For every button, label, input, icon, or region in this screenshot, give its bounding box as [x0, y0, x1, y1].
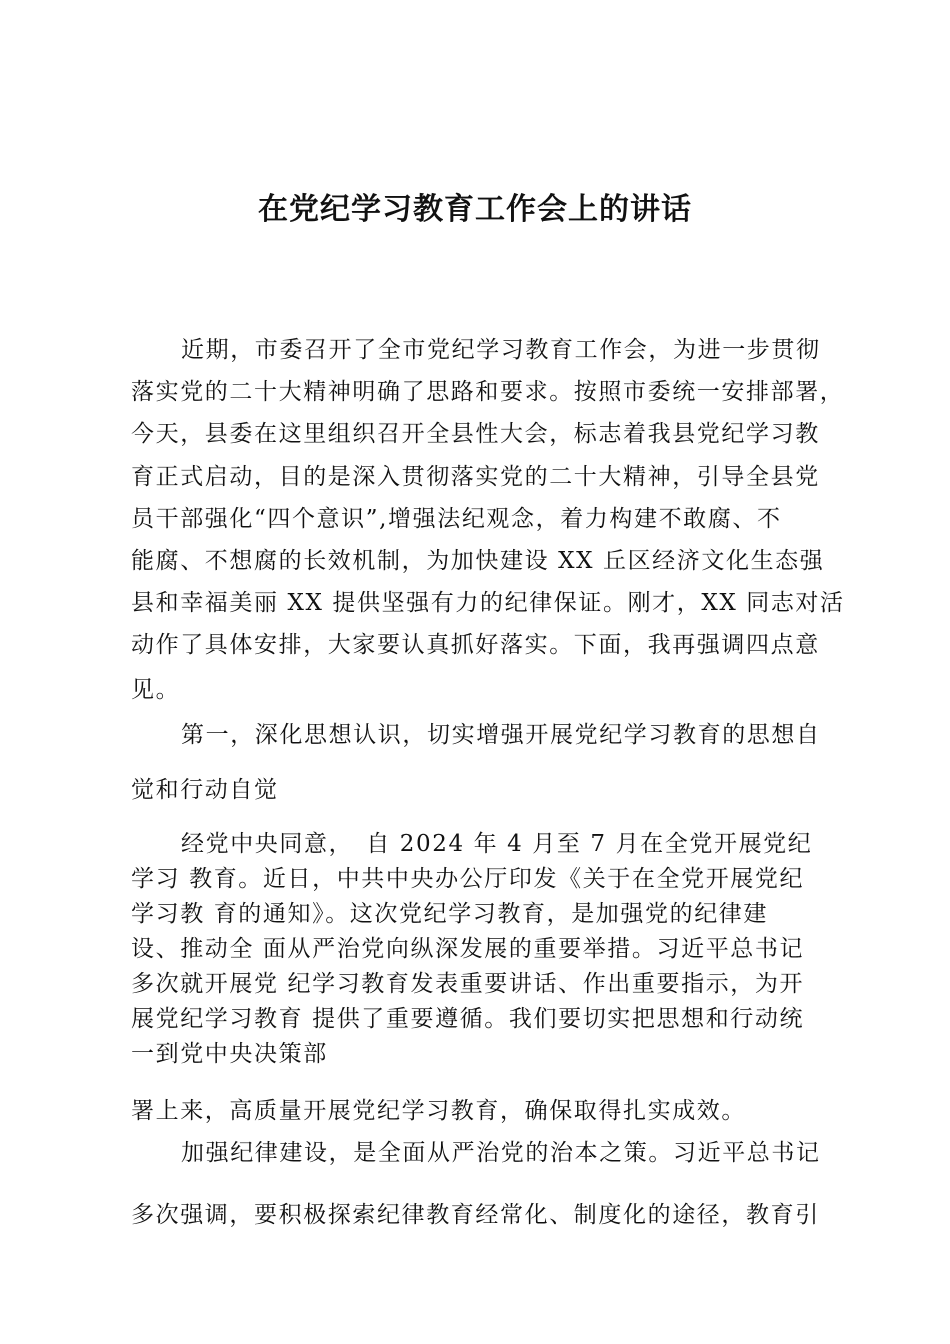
- section-heading: 觉和行动自觉: [131, 777, 279, 803]
- text-line: 署上来，高质量开展党纪学习教育，确保取得扎实成效。: [131, 1098, 746, 1124]
- document-title: 在党纪学习教育工作会上的讲话: [258, 192, 692, 227]
- text-line: 员干部强化“四个意识”,增强法纪观念，着力构建不敢腐、不: [131, 506, 782, 532]
- text-line: 多次强调，要积极探索纪律教育经常化、制度化的途径，教育引: [131, 1202, 820, 1228]
- text-line: 近期，市委召开了全市党纪学习教育工作会，为进一步贯彻: [181, 337, 821, 363]
- text-line: 加强纪律建设，是全面从严治党的治本之策。习近平总书记: [181, 1140, 821, 1166]
- section-heading: 第一，深化思想认识，切实增强开展党纪学习教育的思想自: [181, 722, 821, 748]
- text-line: 展党纪学习教育 提供了重要遵循。我们要切实把思想和行动统: [131, 1006, 805, 1032]
- text-line: 见。: [131, 677, 181, 703]
- text-line: 经党中央同意， 自 2024 年 4 月至 7 月在全党开展党纪: [181, 831, 813, 857]
- text-line: 学习教 育的通知》。这次党纪学习教育，是加强党的纪律建: [131, 901, 769, 927]
- text-line: 学习 教育。近日，中共中央办公厅印发《关于在全党开展党纪: [131, 866, 805, 892]
- text-line: 县和幸福美丽 XX 提供坚强有力的纪律保证。刚才，XX 同志对活: [131, 590, 845, 616]
- text-line: 今天，县委在这里组织召开全县性大会，标志着我县党纪学习教: [131, 421, 820, 447]
- text-line: 动作了具体安排，大家要认真抓好落实。下面，我再强调四点意: [131, 632, 820, 658]
- text-line: 能腐、不想腐的长效机制，为加快建设 XX 丘区经济文化生态强: [131, 548, 825, 574]
- text-line: 一到党中央决策部: [131, 1041, 328, 1067]
- text-line: 设、推动全 面从严治党向纵深发展的重要举措。习近平总书记: [131, 936, 805, 962]
- text-line: 落实党的二十大精神明确了思路和要求。按照市委统一安排部署，: [131, 379, 845, 405]
- text-line: 育正式启动，目的是深入贯彻落实党的二十大精神，引导全县党: [131, 464, 820, 490]
- text-line: 多次就开展党 纪学习教育发表重要讲话、作出重要指示，为开: [131, 971, 805, 997]
